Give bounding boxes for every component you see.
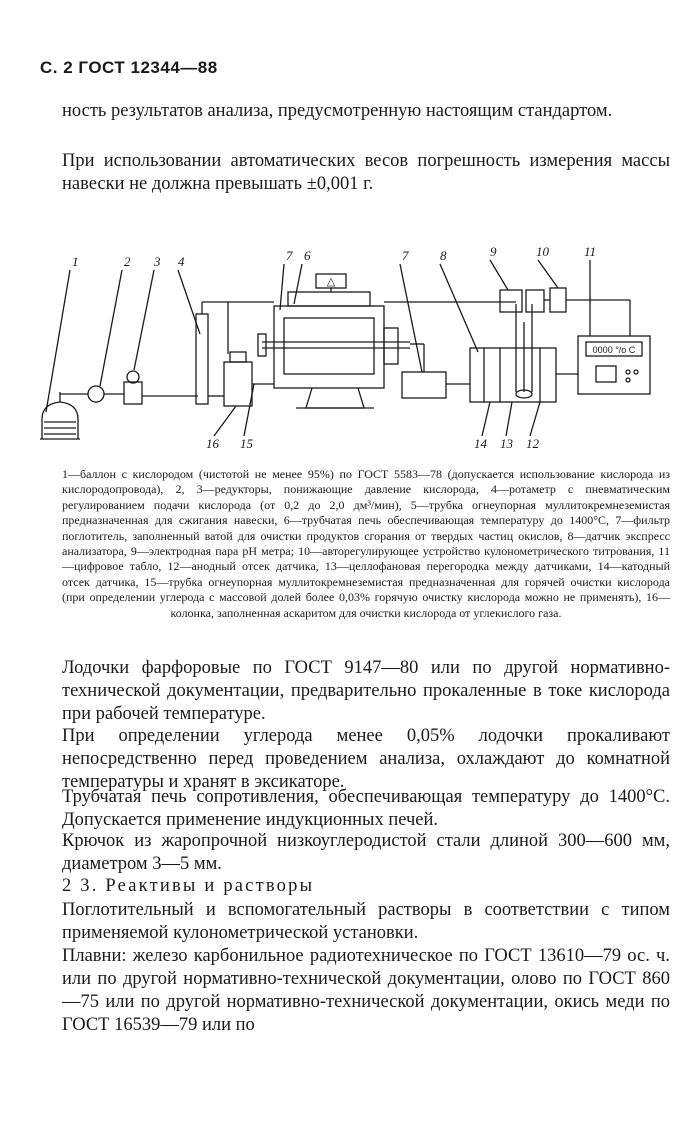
label-8: 8 [440,248,447,263]
label-11: 11 [584,244,597,259]
label-4: 4 [178,254,185,269]
label-16: 16 [206,436,219,451]
label-2: 2 [124,254,131,269]
paragraph-boats: Лодочки фарфоровые по ГОСТ 9147—80 или по другой нормативно-технической документации, предварительно прокаленные в токе кислорода при рабочей температуре. [62,658,670,724]
paragraph-hook: Крючок из жаропрочной низкоуглеродистой стали длиной 300—600 мм, диаметром 3—5 мм. [62,831,670,874]
reducer-1-shape [88,386,104,402]
label-13: 13 [500,436,513,451]
label-10: 10 [536,244,549,259]
digital-display-text: 0000 °/о С [592,345,636,355]
paragraph-furnace: Трубчатая печь сопротивления, обеспечивающая температуру до 1400°С. Допускается применение индукционных печей. [62,787,670,830]
paragraph-carbon: При определении углерода менее 0,05% лодочки прокаливают непосредственно перед проведением анализа, охлаждают до комнатной температуры и хранят в эксикаторе. [62,726,670,792]
apparatus-diagram [30,244,670,454]
label-9: 9 [490,244,497,259]
label-7a: 7 [286,248,293,263]
paragraph-solutions: Поглотительный и вспомогательный растворы в соответствии с типом применяемой кулонометрической установки. [62,900,670,943]
paragraph-continuation: ность результатов анализа, предусмотренную настоящим стандартом. [62,101,613,121]
paragraph-fluxes: Плавни: железо карбонильное радиотехническое по ГОСТ 13610—79 ос. ч. или по другой нормативно-технической документации, олово по ГОСТ 860—75 или по другой нормативно-технической документации, окись меди по ГОСТ 16539—79 или по [62,946,670,1035]
label-12: 12 [526,436,539,451]
label-15: 15 [240,436,253,451]
label-1: 1 [72,254,79,269]
triangle-mark-icon: △ [326,276,336,288]
paragraph-scales: При использовании автоматических весов погрешность измерения массы навески не должна превышать ±0,001 г. [62,151,670,194]
label-14: 14 [474,436,487,451]
label-6: 6 [304,248,311,263]
label-7: 7 [402,248,409,263]
page-header: С. 2 ГОСТ 12344—88 [40,58,218,77]
section-title: 2 3. Реактивы и растворы [62,876,315,896]
label-3: 3 [154,254,161,269]
figure-legend: 1—баллон с кислородом (чистотой не менее 95%) по ГОСТ 5583—78 (допускается использование кислорода из кислородопровода), 2, 3—редукторы, понижающие давление кислорода, 4—ротаметр с пневматическим регулированием подачи кислорода (от 0,2 до 2,0 дм³/мин), 5—трубка огнеупорная муллитокремнеземистая предназначенная для сжигания навески, 6—трубчатая печь обеспечивающая температуру до 1400°С, 7—фильтр поглотитель, заполненный ватой для очистки продуктов сгорания от твердых частиц окислов, 8—датчик экспресс анализатора, 9—электродная пара pH метра; 10—авторегулирующее устройство кулонометрического титрования, 11—цифровое табло, 12—анодный отсек датчика, 13—целлофановая перегородка между датчиками, 14—катодный отсек датчика, 15—трубка огнеупорная муллитокремнеземистая предназначенная для горячей очистки кислорода (при определении углерода с массовой долей более 0,03% горячую очистку кислорода можно не применять), 16—колонка, заполненная аскаритом для очистки кислорода от углекислого газа. [62,467,670,620]
